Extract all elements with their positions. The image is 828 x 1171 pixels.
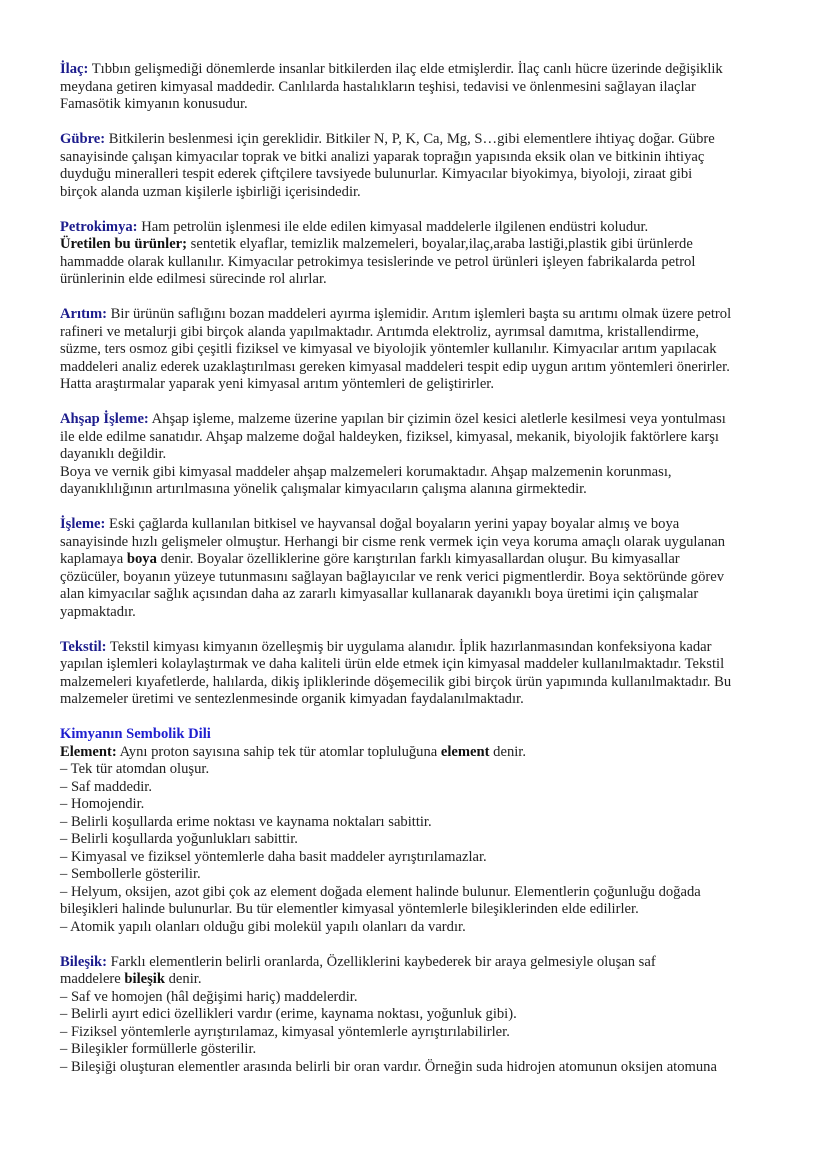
text: Tekstil kimyası kimyanın özelleşmiş bir uygulama alanıdır. İplik hazırlanmasından konfeksiyona kadar [106,638,712,655]
text-line [60,236,780,254]
text-line [60,919,780,937]
text: meydana getiren kimyasal maddedir. Canlılarda hastalıkların teşhisi, tedavisi ve önlenmesini sağlayan ilaçlar [60,78,696,95]
text-line [60,184,780,202]
term-label: Bileşik: [60,953,108,970]
text: dayanıklı değildir. [60,446,167,462]
text: maddeleri analiz ederek uzaklaştırılması gereken kimyasal maddeleri tespit edip uygun arıtım yöntemleri önerirler. [60,358,730,375]
text: – Kimyasal ve fiziksel yöntemlerle daha basit maddeler ayrıştırılamazlar. [60,848,487,865]
text: birçok alanda uzman kişilerle işbirliği içerisindedir. [60,183,361,200]
document-body [60,61,780,1094]
text: Ham petrolün işlenmesi ile elde edilen kimyasal maddelerle ilgilenen endüstri koludur. [137,218,649,235]
text-line [60,96,780,114]
text: sanayisinde hızlı gelişmeler olmuştur. Herhangi bir cisme renk vermek için veya koruma amaçlı olarak uygulanan [60,533,726,550]
text: yapmaktadır. [60,603,136,620]
text: çözücüler, boyanın yüzeye tutunmasını sağlayan bağlayıcılar ve renk verici pigmentlerdir. Boya sektöründe görev [60,568,725,585]
text-line [60,586,780,604]
text: – Belirli ayırt edici özellikleri vardır (erime, kaynama noktası, yoğunluk gibi). [60,1006,517,1022]
text: Boya ve vernik gibi kimyasal maddeler ahşap malzemeleri korumaktadır. Ahşap malzemenin korunması, [60,463,672,480]
text: Farklı elementlerin belirli oranlarda, Özelliklerini kaybederek bir araya gelmesiyle oluşan saf [107,953,656,970]
text-line [60,604,780,622]
text-line [60,516,780,534]
text: Eski çağlarda kullanılan bitkisel ve hayvansal doğal boyaların yerini yapay boyalar almış ve boya [105,516,680,532]
paragraph-aritim [60,306,780,394]
term-label: İşleme: [60,516,106,532]
text: sentetik elyaflar, temizlik malzemeleri, boyalar,ilaç,araba lastiği,plastik gibi ürünlerde [187,236,693,252]
paragraph-petrokimya [60,219,780,289]
text-line [60,166,780,184]
text: – Bileşikler formüllerle gösterilir. [60,1041,257,1057]
text: bileşikleri halinde bulunurlar. Bu tür elementler kimyasal yöntemlerle bileşiklerinden elde edilirler. [60,901,639,917]
text-line [60,219,780,237]
text-line [60,674,780,692]
text: – Helyum, oksijen, azot gibi çok az element doğada element halinde bulunur. Elementlerin çoğunluğu doğada [60,883,701,900]
text-line [60,131,780,149]
text-line [60,971,780,989]
text-line [60,691,780,709]
paragraph-gubre [60,131,780,201]
bold-text: bileşik [124,971,165,987]
text: – Belirli koşullarda erime noktası ve kaynama noktaları sabittir. [60,813,432,830]
bold-text: boya [126,551,157,567]
text-line [60,481,780,499]
text-line [60,726,780,744]
text-line [60,1024,780,1042]
text: ile elde edilme sanatıdır. Ahşap malzeme doğal haldeyken, fiziksel, kimyasal, mekanik, biyolojik faktörlere karşı [60,428,719,445]
text-line [60,446,780,464]
text: – Fiziksel yöntemlerle ayrıştırılamaz, kimyasal yöntemlerle ayrıştırılabilirler. [60,1023,510,1040]
text-line [60,271,780,289]
text-line [60,831,780,849]
text-line [60,429,780,447]
term-label: Tekstil: [60,638,107,655]
text: Hatta araştırmalar yaparak yeni kimyasal arıtım yöntemleri de geliştirirler. [60,376,494,392]
section-heading: Kimyanın Sembolik Dili [60,726,211,742]
text: denir. Boyalar özelliklerine göre karıştırılan farklı kimyasallardan oluşur. Bu kimyasallar [156,551,680,567]
text: malzemeleri kıyafetlerde, halılarda, dikiş ipliklerinde döşemecilik gibi birçok ürün yapımında kullanılmaktadır. Bu [60,673,732,690]
text: – Saf ve homojen (hâl değişimi hariç) maddelerdir. [60,988,358,1005]
text-line [60,761,780,779]
text-line [60,901,780,919]
text-line [60,551,780,569]
text-line [60,884,780,902]
text-line [60,744,780,762]
text: yapılan işlemleri kolaylaştırmak ve daha kaliteli ürün elde etmek için kimyasal maddeler kullanılmaktadır. Tekstil [60,656,725,672]
text: hammadde olarak kullanılır. Kimyacılar petrokimya tesislerinde ve petrol ürünleri işleyen fabrikalarda petrol [60,253,696,270]
text-line [60,569,780,587]
paragraph-ilac [60,61,780,114]
text: Ahşap işleme, malzeme üzerine yapılan bir çizimin özel kesici aletlerle kesilmesi veya yontulması [148,411,726,427]
text-line [60,464,780,482]
text-line [60,1041,780,1059]
paragraph-ahsap-isleme [60,411,780,499]
text-line [60,534,780,552]
text: denir. [164,971,202,987]
text: Famasötik kimyanın konusudur. [60,96,248,112]
text: maddelere [60,971,125,987]
text: – Belirli koşullarda yoğunlukları sabittir. [60,831,298,847]
text: rafineri ve metalurji gibi birçok alanda yapılmaktadır. Arıtımda elektroliz, ayrımsal damıtma, kristallendirme, [60,323,700,340]
paragraph-tekstil [60,639,780,709]
text-line [60,779,780,797]
text-line [60,1059,780,1077]
text-line [60,359,780,377]
text: Bitkilerin beslenmesi için gereklidir. Bitkiler N, P, K, Ca, Mg, S…gibi elementlere ihtiyaç doğar. Gübre [105,131,715,147]
bold-text: Üretilen bu ürünler; [60,236,188,252]
text: ürünlerinin elde edilmesi sürecinde rol alırlar. [60,271,327,287]
text: kaplamaya [60,551,127,567]
text-line [60,306,780,324]
term-label: Arıtım: [60,306,108,322]
text: – Sembollerle gösterilir. [60,866,201,882]
text: – Homojendir. [60,796,145,812]
text: Bir ürünün saflığını bozan maddeleri ayırma işlemidir. Arıtım işlemleri başta su arıtımı olmak üzere petrol [107,306,732,322]
text-line [60,989,780,1007]
text-line [60,814,780,832]
text-line [60,656,780,674]
text-line [60,1006,780,1024]
term-label: Petrokimya: [60,218,138,235]
text-line [60,796,780,814]
text-line [60,849,780,867]
term-label: Gübre: [60,131,106,147]
text: malzemeler üretimi ve sentezlenmesinde organik kimyadan faydalanılmaktadır. [60,691,524,707]
text: Aynı proton sayısına sahip tek tür atomlar topluluğuna [116,743,441,760]
bold-text: element [440,743,490,760]
text: duyduğu mineralleri tespit ederek çiftçilere tavsiyede bulunurlar. Kimyacılar biyokimya, biyoloji, ziraat gibi [60,166,693,182]
text-line [60,639,780,657]
paragraph-bilesik [60,954,780,1077]
text: denir. [489,743,526,760]
text-line [60,376,780,394]
text: Tıbbın gelişmediği dönemlerde insanlar bitkilerden ilaç elde etmişlerdir. İlaç canlı hücre üzerinde değişiklik [88,61,723,77]
paragraph-isleme [60,516,780,621]
text: sanayisinde çalışan kimyacılar toprak ve bitki analizi yaparak toprağın yapısında eksik olan ve bitkinin ihtiyaç [60,148,705,165]
term-label: İlaç: [60,61,89,77]
text-line [60,254,780,272]
text: dayanıklılığının artırılmasına yönelik çalışmalar kimyacıların çalışma alanına girmektedir. [60,481,587,497]
text-line [60,341,780,359]
text-line [60,411,780,429]
text: alan kimyacılar sağlık açısından daha az zararlı kimyasallar kullanarak dayanıklı boya üretimi için çalışmalar [60,586,699,602]
text: – Saf maddedir. [60,778,153,795]
bold-text: Element: [60,743,117,760]
text-line [60,61,780,79]
text-line [60,866,780,884]
text-line [60,149,780,167]
text: – Tek tür atomdan oluşur. [60,761,210,777]
text: süzme, ters osmoz gibi çeşitli fiziksel ve kimyasal ve biyolojik yöntemler kullanılır. Kimyacılar arıtım yapılacak [60,341,717,357]
paragraph-kimyanin-sembolik-dili [60,726,780,936]
text-line [60,79,780,97]
text: – Bileşiği oluşturan elementler arasında belirli bir oran vardır. Örneğin suda hidrojen atomunun oksijen atomuna [60,1058,717,1075]
text-line [60,324,780,342]
text: – Atomik yapılı olanları olduğu gibi molekül yapılı olanları da vardır. [60,918,466,935]
term-label: Ahşap İşleme: [60,411,149,427]
text-line [60,954,780,972]
